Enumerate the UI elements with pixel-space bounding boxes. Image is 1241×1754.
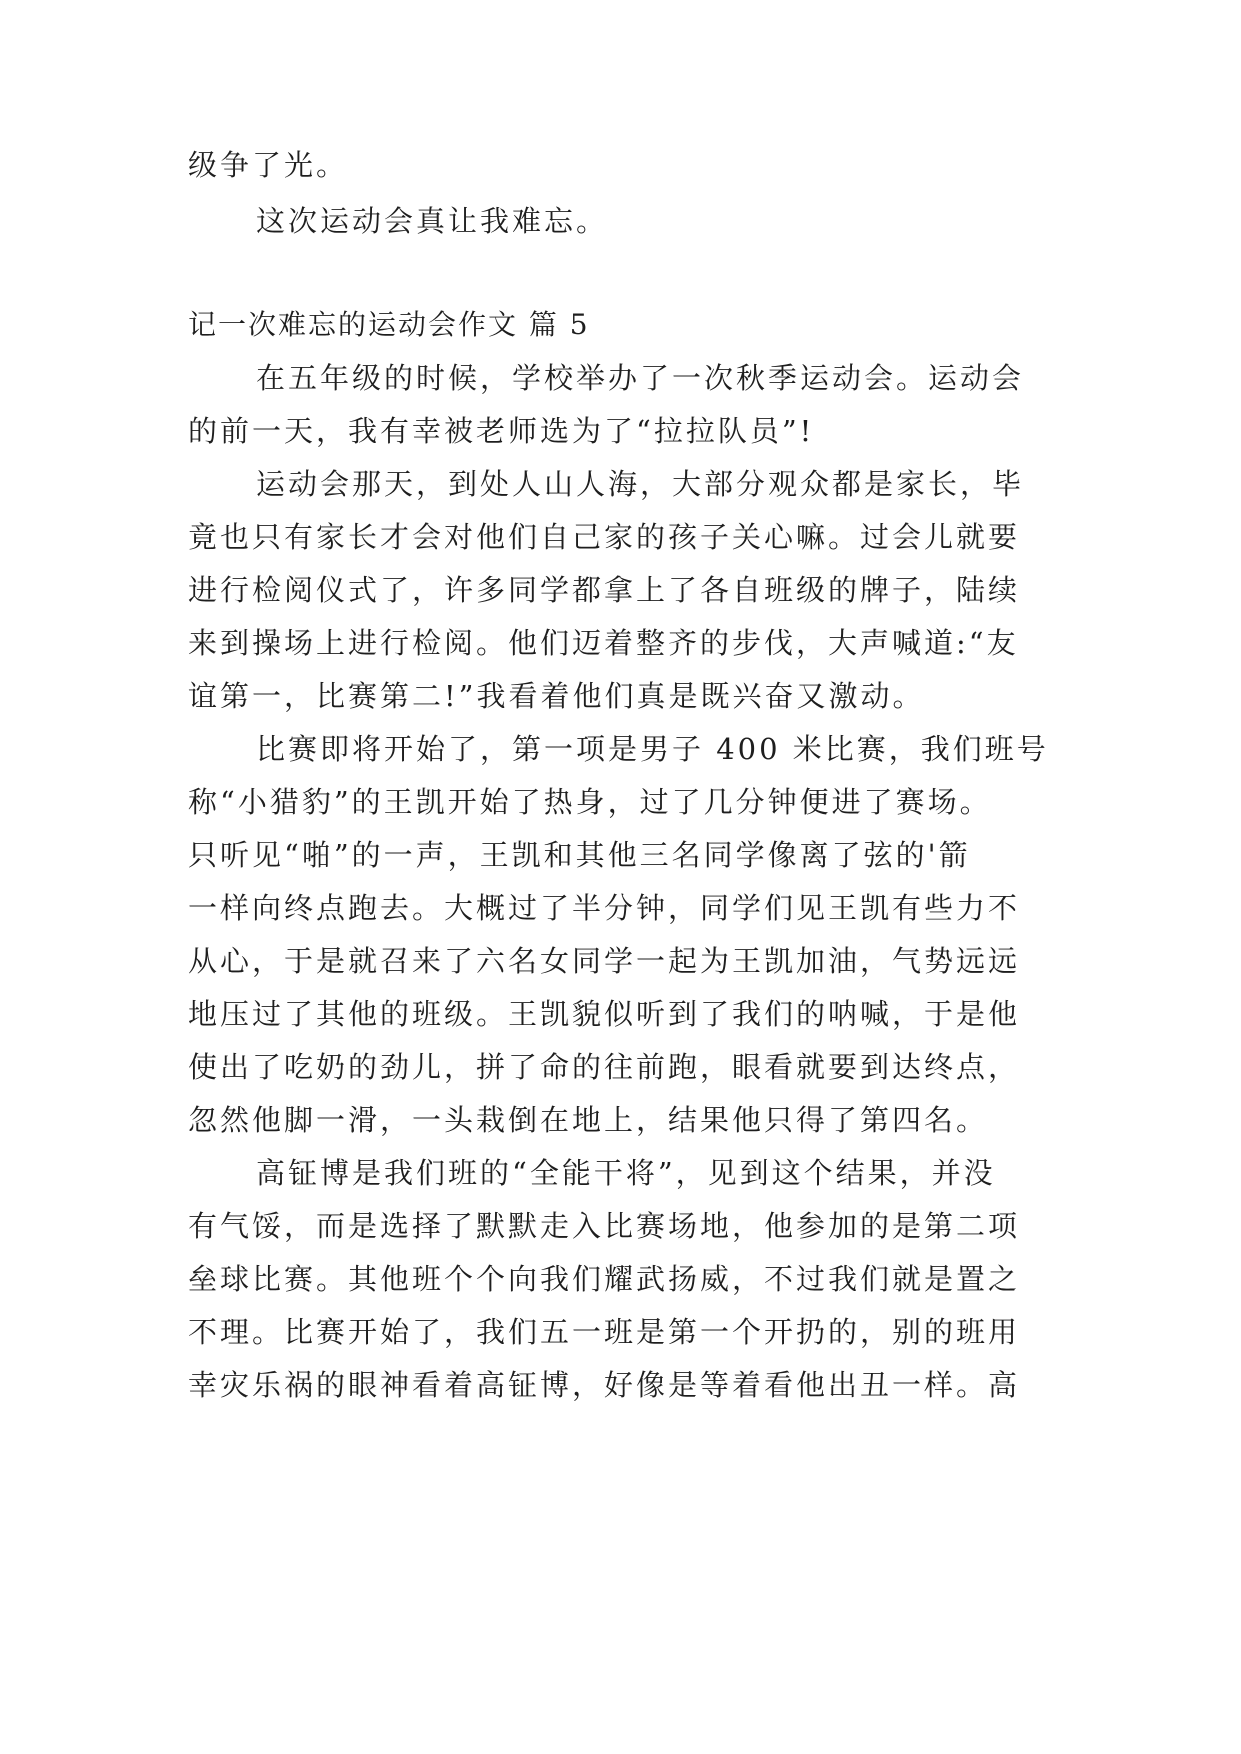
paragraph-line: 有气馁，而是选择了默默走入比赛场地，他参加的是第二项	[188, 1209, 1021, 1243]
paragraph-line: 来到操场上进行检阅。他们迈着整齐的步伐，大声喊道:“友	[188, 626, 1019, 660]
paragraph-line: 垒球比赛。其他班个个向我们耀武扬威，不过我们就是置之	[188, 1262, 1021, 1296]
paragraph-line: 竟也只有家长才会对他们自己家的孩子关心嘛。过会儿就要	[188, 520, 1021, 554]
paragraph-line: 进行检阅仪式了，许多同学都拿上了各自班级的牌子，陆续	[188, 573, 1021, 607]
paragraph-line: 谊第一，比赛第二!”我看着他们真是既兴奋又激动。	[188, 679, 925, 713]
paragraph-line: 高钲博是我们班的“全能干将”，见到这个结果，并没	[256, 1156, 996, 1190]
paragraph-line: 从心，于是就召来了六名女同学一起为王凯加油，气势远远	[188, 944, 1021, 978]
paragraph-line: 地压过了其他的班级。王凯貌似听到了我们的呐喊，于是他	[188, 997, 1021, 1031]
paragraph-line: 称“小猎豹”的王凯开始了热身，过了几分钟便进了赛场。	[188, 785, 992, 819]
paragraph-line: 在五年级的时候，学校举办了一次秋季运动会。运动会	[256, 361, 1025, 395]
paragraph-line: 只听见“啪”的一声，王凯和其他三名同学像离了弦的'箭	[188, 838, 971, 872]
section-heading: 记一次难忘的运动会作文 篇 5	[188, 308, 590, 341]
paragraph-line: 不理。比赛开始了，我们五一班是第一个开扔的，别的班用	[188, 1315, 1021, 1349]
paragraph-line: 一样向终点跑去。大概过了半分钟，同学们见王凯有些力不	[188, 891, 1021, 925]
paragraph-line: 幸灾乐祸的眼神看着高钲博，好像是等着看他出丑一样。高	[188, 1368, 1021, 1402]
paragraph-line: 运动会那天，到处人山人海，大部分观众都是家长，毕	[256, 467, 1025, 501]
paragraph-line: 使出了吃奶的劲儿，拼了命的往前跑，眼看就要到达终点，	[188, 1050, 1021, 1084]
paragraph-line: 的前一天，我有幸被老师选为了“拉拉队员”!	[188, 414, 815, 448]
paragraph-line: 忽然他脚一滑，一头栽倒在地上，结果他只得了第四名。	[188, 1103, 989, 1137]
paragraph-line: 比赛即将开始了，第一项是男子 400 米比赛，我们班号	[256, 732, 1049, 766]
paragraph-line: 级争了光。	[188, 148, 349, 182]
paragraph-line: 这次运动会真让我难忘。	[256, 204, 609, 238]
